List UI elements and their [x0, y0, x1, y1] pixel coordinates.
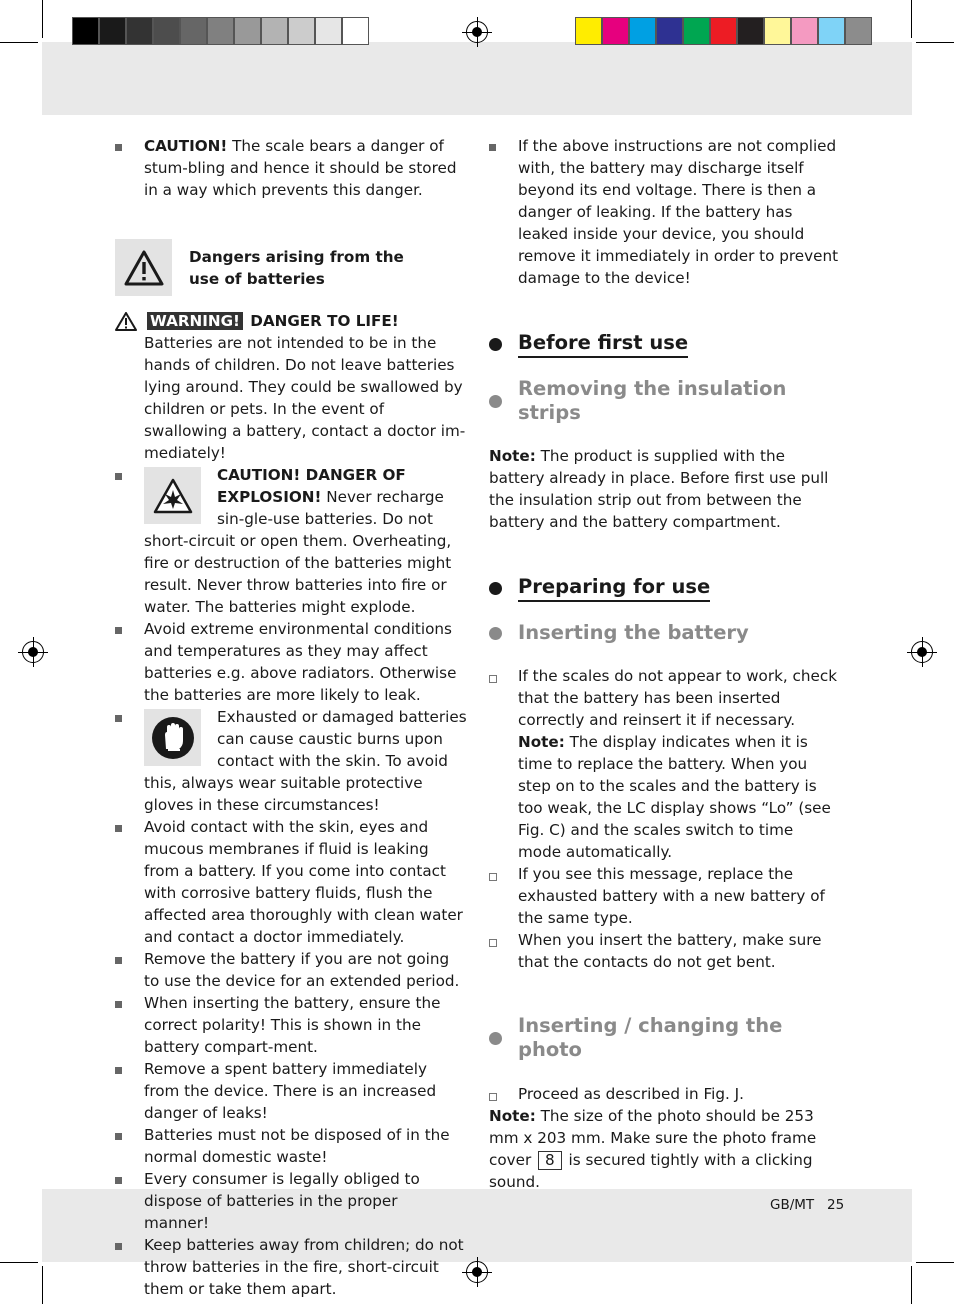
color-swatch	[315, 17, 342, 45]
note-insulation: Note: The product is supplied with the battery already in place. Before first use pull the insulation strip out from between the battery and the battery compartment.	[489, 447, 829, 531]
color-swatch	[126, 17, 153, 45]
color-swatch	[153, 17, 180, 45]
step-item: When you insert the battery, make sure that the contacts do not get bent.	[489, 929, 841, 973]
color-swatch	[342, 17, 369, 45]
color-swatch	[234, 17, 261, 45]
color-swatch	[737, 17, 764, 45]
registration-mark-icon	[466, 1261, 488, 1283]
crop-mark	[911, 0, 912, 38]
warning-label: WARNING!	[147, 312, 243, 330]
gloves-item: Exhausted or damaged batteries can cause caustic burns upon contact with the skin. To avoid this, always wear suitable protective gloves in these circumstances!	[115, 706, 467, 816]
color-swatch	[602, 17, 629, 45]
explosion-item: CAUTION! DANGER OF EXPLOSION! Never recharge sin-gle-use batteries. Do not short-circuit or open them. Overheating, fire or destruction of the batteries might result. Never throw batteries into fire or water. The batteries might explode.	[115, 464, 467, 618]
header-band	[42, 42, 912, 115]
color-swatch	[261, 17, 288, 45]
note-photo-size: Note: The size of the photo should be 253 mm x 203 mm. Make sure the photo frame cover 8 is secured tightly with a clicking sound.	[489, 1107, 817, 1191]
part-number-box: 8	[538, 1151, 562, 1170]
registration-mark-icon	[466, 21, 488, 43]
color-swatch	[656, 17, 683, 45]
color-swatch	[764, 17, 791, 45]
color-swatch	[845, 17, 872, 45]
grey-color-bar	[72, 17, 369, 47]
heading-inserting-photo: Inserting / changing the photo	[489, 1014, 841, 1062]
danger-section-header	[115, 239, 467, 296]
right-column	[489, 135, 841, 1193]
step-item: If you see this message, replace the exhausted battery with a new battery of the same type.	[489, 863, 841, 929]
step-item: Proceed as described in Fig. J.	[489, 1083, 841, 1105]
list-item: CAUTION! The scale bears a danger of stum-bling and hence it should be stored in a way which prevents this danger.	[115, 135, 467, 201]
list-item: Remove a spent battery immediately from the device. There is an increased danger of leaks!	[115, 1058, 467, 1124]
protective-gloves-icon	[144, 709, 201, 766]
cmyk-color-bar	[575, 17, 872, 47]
list-item: Remove the battery if you are not going to use the device for an extended period.	[115, 948, 467, 992]
list-item: Every consumer is legally obliged to dispose of batteries in the proper manner!	[115, 1168, 467, 1234]
registration-mark-icon	[911, 641, 933, 663]
crop-mark	[911, 1266, 912, 1304]
list-item: Keep batteries away from children; do not throw batteries in the fire, short-circuit them or take them apart.	[115, 1234, 467, 1300]
heading-removing-strips: Removing the insulation strips	[489, 377, 841, 425]
section-title: Dangers arising from the use of batteries	[189, 247, 404, 288]
color-swatch	[629, 17, 656, 45]
crop-mark	[42, 0, 43, 38]
color-swatch	[207, 17, 234, 45]
crop-mark	[0, 1262, 38, 1263]
color-swatch	[710, 17, 737, 45]
registration-mark-icon	[22, 641, 44, 663]
color-swatch	[818, 17, 845, 45]
color-swatch	[791, 17, 818, 45]
crop-mark	[0, 42, 38, 43]
warning-triangle-icon	[115, 239, 172, 296]
color-swatch	[180, 17, 207, 45]
crop-mark	[916, 1262, 954, 1263]
color-swatch	[288, 17, 315, 45]
crop-mark	[916, 42, 954, 43]
color-swatch	[99, 17, 126, 45]
heading-inserting-battery: Inserting the battery	[489, 621, 841, 645]
list-item: If the above instructions are not complied with, the battery may discharge itself beyond its end voltage. There is then a danger of leaking. If the battery has leaked inside your device, you should remove it immediately in order to prevent damage to the device!	[489, 135, 841, 289]
explosion-hazard-icon	[144, 467, 201, 524]
color-swatch	[72, 17, 99, 45]
crop-mark	[42, 1266, 43, 1304]
list-item: Batteries must not be disposed of in the normal domestic waste!	[115, 1124, 467, 1168]
step-item: If the scales do not appear to work, check that the battery has been inserted correctly and reinsert it if necessary. Note: The display indicates when it is time to replace the battery. When you step on to the scales and the battery is too weak, the LC display shows “Lo” (see Fig. C) and the scales switch to time mode automatically.	[489, 665, 841, 863]
heading-preparing-for-use: Preparing for use	[489, 575, 841, 602]
list-item: Avoid extreme environmental conditions and temperatures as they may affect batteries e.g. above radiators. Otherwise the batteries are more likely to leak.	[115, 618, 467, 706]
list-item: Avoid contact with the skin, eyes and mucous membranes if fluid is leaking from a battery. If you come into contact with corrosive battery fluids, flush the affected area thoroughly with clean water and contact a doctor immediately.	[115, 816, 467, 948]
color-swatch	[575, 17, 602, 45]
list-item: When inserting the battery, ensure the correct polarity! This is shown in the battery compart-ment.	[115, 992, 467, 1058]
heading-before-first-use: Before first use	[489, 331, 841, 358]
left-column	[115, 135, 467, 1300]
color-swatch	[683, 17, 710, 45]
page-footer: GB/MT 25	[770, 1197, 845, 1213]
warning-triangle-icon	[115, 312, 137, 337]
warning-item: WARNING! DANGER TO LIFE! Batteries are not intended to be in the hands of children. Do not leave batteries lying around. They could be swallowed by children or pets. In the event of swallowing a battery, contact a doctor im-mediately!	[115, 310, 467, 464]
